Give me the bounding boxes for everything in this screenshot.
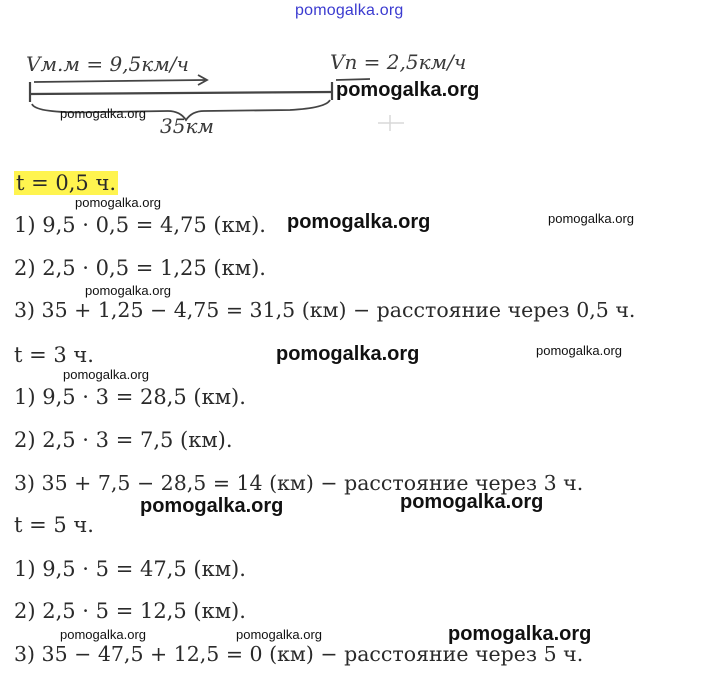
watermark-small: pomogalka.org: [60, 627, 146, 642]
section-2-step-1: 1) 9,5 · 3 = 28,5 (км).: [14, 385, 246, 409]
watermark-small: pomogalka.org: [236, 627, 322, 642]
sketch-track-line: [30, 92, 332, 94]
watermark-big: pomogalka.org: [400, 491, 544, 513]
watermark-small: pomogalka.org: [85, 283, 171, 298]
watermark-small: pomogalka.org: [60, 106, 146, 121]
watermark-small: pomogalka.org: [536, 343, 622, 358]
section-1-step-2: 2) 2,5 · 0,5 = 1,25 (км).: [14, 256, 266, 280]
sketch-distance: 35км: [160, 114, 214, 138]
section-1-time-label: t = 0,5 ч.: [16, 171, 117, 195]
watermark-small: pomogalka.org: [548, 211, 634, 226]
section-3-time: t = 5 ч.: [14, 513, 94, 537]
sketch-faint-mark: [378, 115, 404, 131]
watermark-top: pomogalka.org: [295, 2, 404, 19]
section-2-step-3: 3) 35 + 7,5 − 28,5 = 14 (км) − расстояние через 3 ч.: [14, 471, 584, 495]
watermark-small: pomogalka.org: [75, 195, 161, 210]
watermark-big: pomogalka.org: [336, 79, 480, 101]
section-3-step-2: 2) 2,5 · 5 = 12,5 (км).: [14, 599, 246, 623]
section-2-step-2: 2) 2,5 · 3 = 7,5 (км).: [14, 428, 233, 452]
watermark-big: pomogalka.org: [287, 211, 431, 233]
watermark-big: pomogalka.org: [448, 623, 592, 645]
watermark-small: pomogalka.org: [63, 367, 149, 382]
sketch-left-arrow: [34, 80, 205, 82]
section-3-step-1: 1) 9,5 · 5 = 47,5 (км).: [14, 557, 246, 581]
watermark-big: pomogalka.org: [276, 343, 420, 365]
watermark-big: pomogalka.org: [140, 495, 284, 517]
sketch-left-speed: Vм.м = 9,5км/ч: [26, 52, 189, 76]
section-1-step-3: 3) 35 + 1,25 − 4,75 = 31,5 (км) − расстояние через 0,5 ч.: [14, 298, 636, 322]
section-2-time: t = 3 ч.: [14, 343, 94, 367]
section-3-step-3: 3) 35 − 47,5 + 12,5 = 0 (км) − расстояние через 5 ч.: [14, 642, 584, 666]
sketch-right-speed: Vп = 2,5км/ч: [330, 50, 467, 74]
section-1-step-1: 1) 9,5 · 0,5 = 4,75 (км).: [14, 213, 266, 237]
section-1-time: [14, 171, 118, 195]
